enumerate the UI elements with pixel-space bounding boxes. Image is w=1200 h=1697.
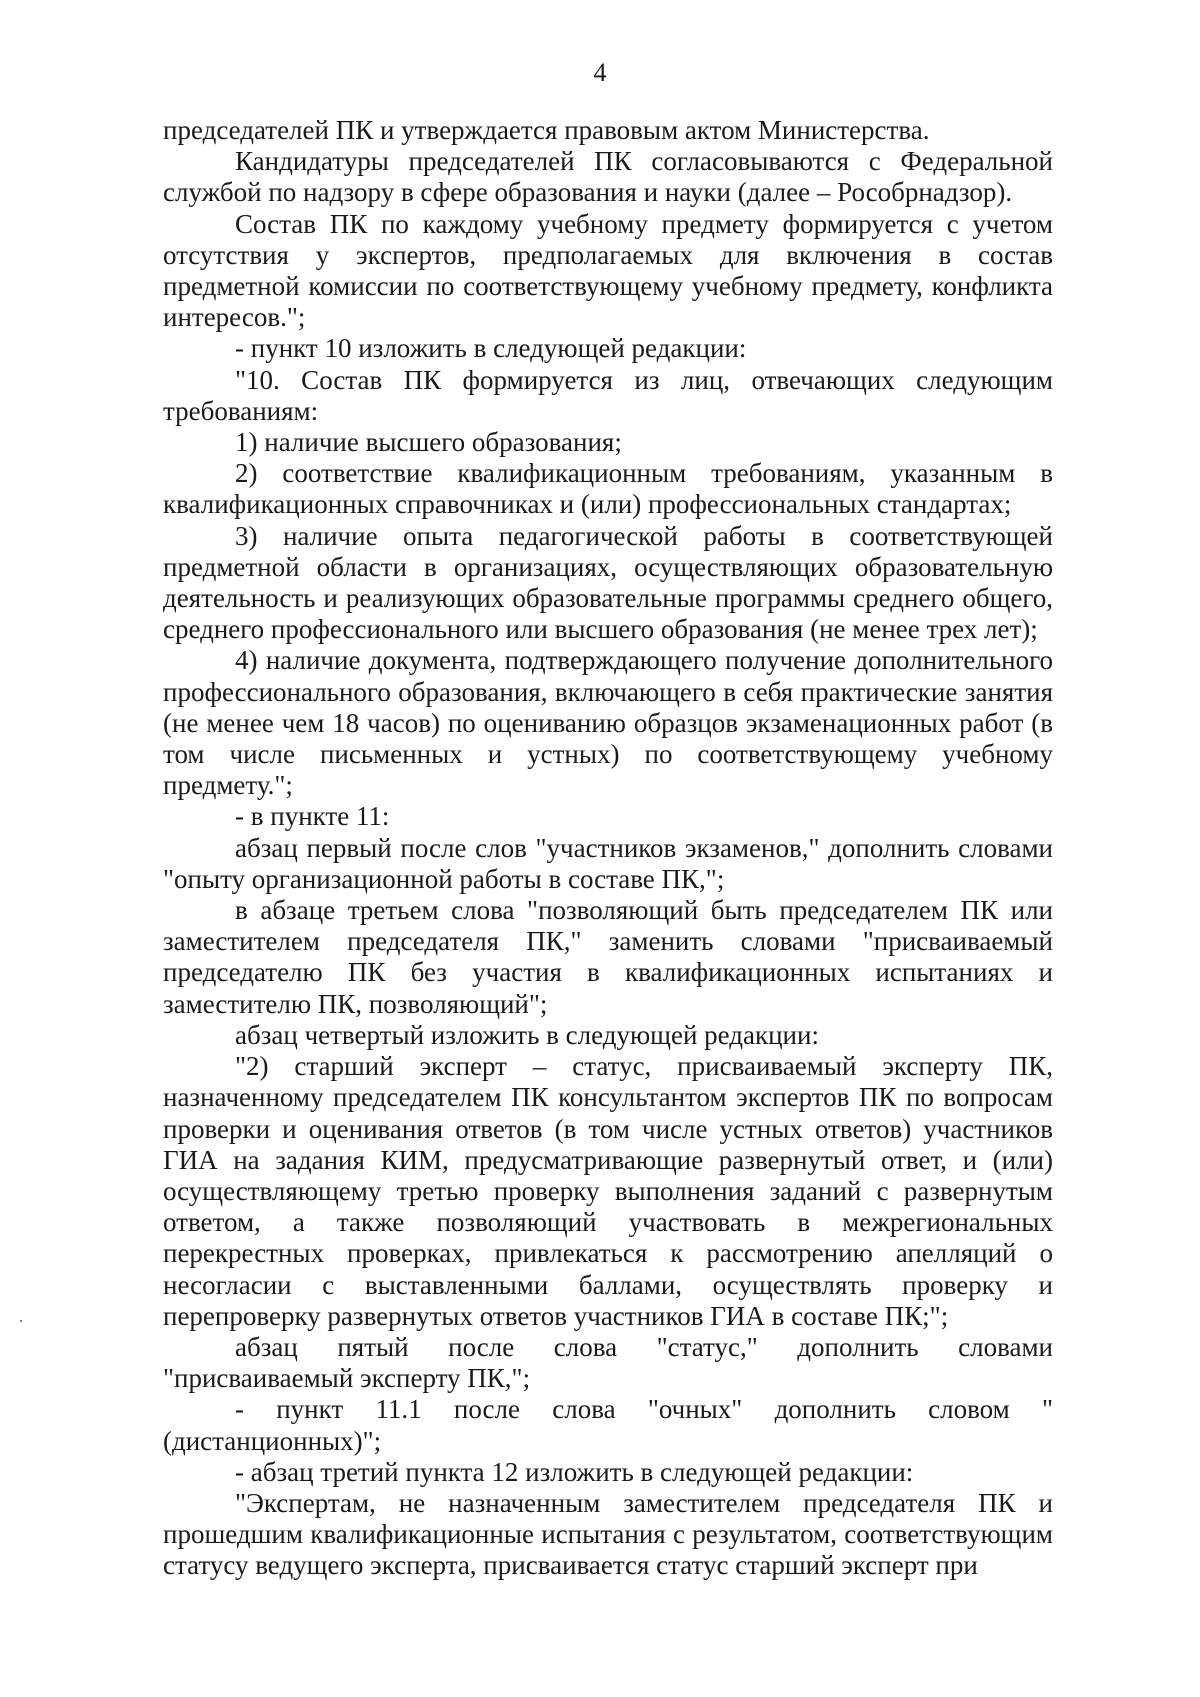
paragraph-16: - пункт 11.1 после слова "очных" дополнить словом "(дистанционных)";: [163, 1394, 1053, 1456]
paragraph-11: абзац первый после слов "участников экзаменов," дополнить словами "опыту организационной работы в составе ПК,";: [163, 832, 1053, 894]
paragraph-10: - в пункте 11:: [235, 801, 390, 832]
paragraph-3: Состав ПК по каждому учебному предмету формируется с учетом отсутствия у экспертов, предполагаемых для включения в состав предметной комиссии по соответствующему учебному предмету, конфликта интересов.";: [163, 208, 1053, 333]
paragraph-7: 2) соответствие квалификационным требованиям, указанным в квалификационных справочниках и (или) профессиональных стандартах;: [163, 458, 1053, 520]
paragraph-1: председателей ПК и утверждается правовым актом Министерства.: [163, 115, 930, 145]
paragraph-5: "10. Состав ПК формируется из лиц, отвечающих следующим требованиям:: [163, 364, 1053, 426]
paragraph-18: "Экспертам, не назначенным заместителем председателя ПК и прошедшим квалификационные испытания с результатом, соответствующим статусу ведущего эксперта, присваивается статус старший эксперт при: [163, 1487, 1053, 1581]
paragraph-6: 1) наличие высшего образования;: [235, 427, 622, 458]
paragraph-4: - пункт 10 изложить в следующей редакции:: [235, 333, 747, 364]
paragraph-17: - абзац третий пункта 12 изложить в следующей редакции:: [235, 1456, 914, 1487]
scan-speck: [20, 1320, 22, 1322]
paragraph-12: в абзаце третьем слова "позволяющий быть председателем ПК или заместителем председателя ПК," заменить словами "присваиваемый председателю ПК без участия в квалификационных испытаниях и заместителю ПК, позволяющий";: [163, 895, 1053, 1019]
paragraph-14: "2) старший эксперт – статус, присваиваемый эксперту ПК, назначенному председателем ПК консультантом экспертов ПК по вопросам проверки и оценивания ответов (в том числе устных ответов) участников ГИА на задания КИМ, предусматривающие развернутый ответ, и (или) осуществляющему третью проверку выполнения заданий с развернутым ответом, а также позволяющий участвовать в межрегиональных перекрестных проверках, привлекаться к рассмотрению апелляций о несогласии с выставленными баллами, осуществлять проверку и перепроверку развернутых ответов участников ГИА в составе ПК;";: [163, 1051, 1053, 1331]
paragraph-13: абзац четвертый изложить в следующей редакции:: [235, 1019, 819, 1050]
paragraph-9: 4) наличие документа, подтверждающего получение дополнительного профессионального образования, включающего в себя практические занятия (не менее чем 18 часов) по оцениванию образцов экзаменационных работ (в том числе письменных и устных) по соответствующему учебному предмету.";: [163, 645, 1053, 801]
page-number: 4: [593, 58, 607, 87]
paragraph-15: абзац пятый после слова "статус," дополнить словами "присваиваемый эксперту ПК,";: [163, 1331, 1053, 1394]
paragraph-2: Кандидатуры председателей ПК согласовываются с Федеральной службой по надзору в сфере образования и науки (далее – Рособрнадзор).: [163, 146, 1053, 208]
document-body: [163, 115, 1053, 1582]
paragraph-8: 3) наличие опыта педагогической работы в соответствующей предметной области в организациях, осуществляющих образовательную деятельность и реализующих образовательные программы среднего общего, среднего профессионального или высшего образования (не менее трех лет);: [163, 520, 1053, 645]
